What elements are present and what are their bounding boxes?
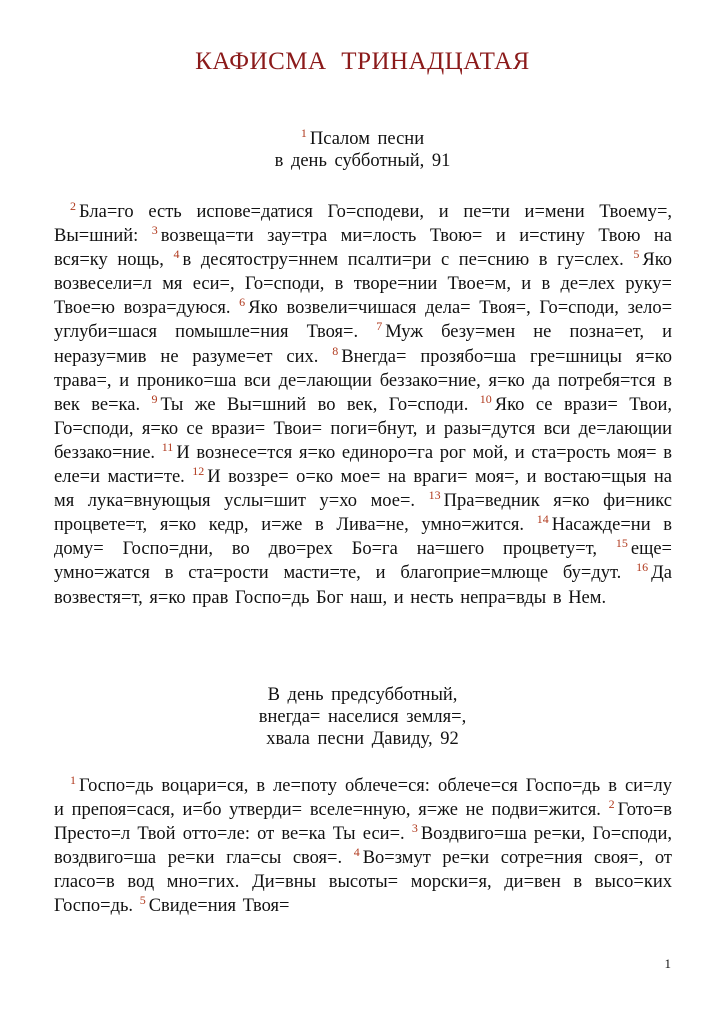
verse-text: Свиде=ния Твоя= [148, 896, 290, 917]
verse-number: 10 [479, 391, 492, 406]
verse-number: 7 [376, 319, 383, 334]
psalm-91-heading-line-1: $^1$ Псалом песни [300, 126, 425, 149]
verse-number: 3 [411, 821, 418, 836]
page-number: 1 [664, 956, 671, 971]
verse-text: Яко возвели=чишася дела= Твоя=, Го=споди, зело= углуби=шася помышле=ния Твоя=. [54, 298, 673, 343]
verse-number: 13 [428, 488, 441, 503]
verse-text: Яко се врази= Твои, Го=споди, я=ко се врази= Твои= поги=бнут, и разы=дутся вси де=лающии беззако=ние. [54, 394, 673, 463]
verse-number: 1 [300, 126, 307, 140]
psalm-92-heading-line-3: хвала песни Давиду, 92 [266, 729, 459, 749]
psalm-92-text [54, 774, 672, 919]
verse-number: 6 [239, 295, 246, 310]
psalm-91-heading [0, 128, 725, 172]
psalm-91-text [54, 200, 672, 610]
verse-text: Ты же Вы=шний во век, Го=споди. [160, 394, 469, 415]
verse-number: 8 [332, 343, 339, 358]
verse-text: в десятостру=ннем псалти=ри с пе=снию в гу=слех. [182, 250, 624, 271]
verse-number: 5 [139, 893, 146, 908]
verse-number: 3 [151, 223, 158, 238]
verse-text: Воздвиго=ша ре=ки, Го=споди, воздвиго=ша ре=ки гла=сы своя=. [54, 824, 672, 869]
verse-text: И воззре= о=ко мое= на враги= моя=, и востаю=щыя на мя лука=внующыя услы=шит у=хо мое=. [54, 467, 672, 512]
page-title: КАФИСМА ТРИНАДЦАТАЯ [195, 48, 530, 75]
verse-text: еще= умно=жатся в ста=рости масти=те, и благоприе=млюще бу=дут. [54, 539, 672, 584]
verse-number: 11 [161, 439, 174, 454]
psalm-92-heading-line-1: В день предсубботный, [267, 685, 458, 705]
verse-number: 4 [173, 247, 180, 262]
verse-text: Яко возвесели=л мя еси=, Го=споди, в творе=нии Твое=м, и в де=лех руку= Твое=ю возра=дуюся. [54, 250, 673, 319]
psalm-92-heading [0, 684, 725, 750]
verse-number: 4 [353, 845, 360, 860]
psalm-92-heading-line-2: внегда= населися земля=, [258, 707, 467, 727]
verse-text: Муж безу=мен не позна=ет, и неразу=мив не разуме=ет сих. [54, 322, 672, 367]
verse-number: 1 [70, 773, 76, 787]
verse-number: 2 [70, 199, 76, 213]
verse-number: 12 [192, 464, 205, 479]
verse-text: Внегда= прозябо=ша гре=шницы я=ко трава=, и проникo=ша вси де=лающии беззако=ние, я=ко да потребя=тся в век ве=ка. [54, 346, 673, 415]
verse-text: Пра=ведник я=ко фи=никс процвете=т, я=ко кедр, и=же в Лива=не, умно=жится. [54, 491, 672, 536]
verse-text: возвеща=ти зау=тра ми=лость Твою= и и=стину Твою на вся=ку нощь, [54, 226, 673, 271]
verse-number: 14 [536, 512, 549, 527]
verse-text: Во=змут ре=ки сотре=ния своя=, от гласо=в вод мно=гих. Ди=вны высоты= морски=я, ди=вен в высо=ких Госпо=дь. [54, 848, 672, 917]
verse-text: Бла=го есть испове=датися Го=сподеви, и пе=ти и=мени Твоему=, Вы=шний: [54, 202, 672, 247]
verse-number: 5 [633, 247, 640, 262]
psalm-91-heading-line-2: в день субботный, 91 [274, 151, 451, 171]
verse-text: Да возвестя=т, я=ко прав Госпо=дь Бог наш, и несть непра=вды в Нем. [54, 563, 673, 608]
verse-text: Насажде=ни в дому= Госпо=дни, во дво=рех Бо=га на=шего процвету=т, [54, 515, 673, 560]
verse-text: И вознесе=тся я=ко единоро=га рог мой, и ста=рость моя= в еле=и масти=те. [54, 442, 672, 488]
verse-number: 2 [608, 797, 615, 812]
verse-text: Гото=в Престо=л Твой отто=ле: от ве=ка Ты еси=. [54, 800, 672, 845]
verse-number: 16 [636, 560, 649, 575]
verse-text: Госпо=дь воцари=ся, в ле=поту облече=ся: облече=ся Госпо=дь в си=лу и препоя=сася, и=бо утверди= вселе=нную, я=же не подви=жится. [54, 776, 672, 821]
verse-number: 15 [615, 536, 628, 551]
verse-number: 9 [151, 391, 158, 406]
